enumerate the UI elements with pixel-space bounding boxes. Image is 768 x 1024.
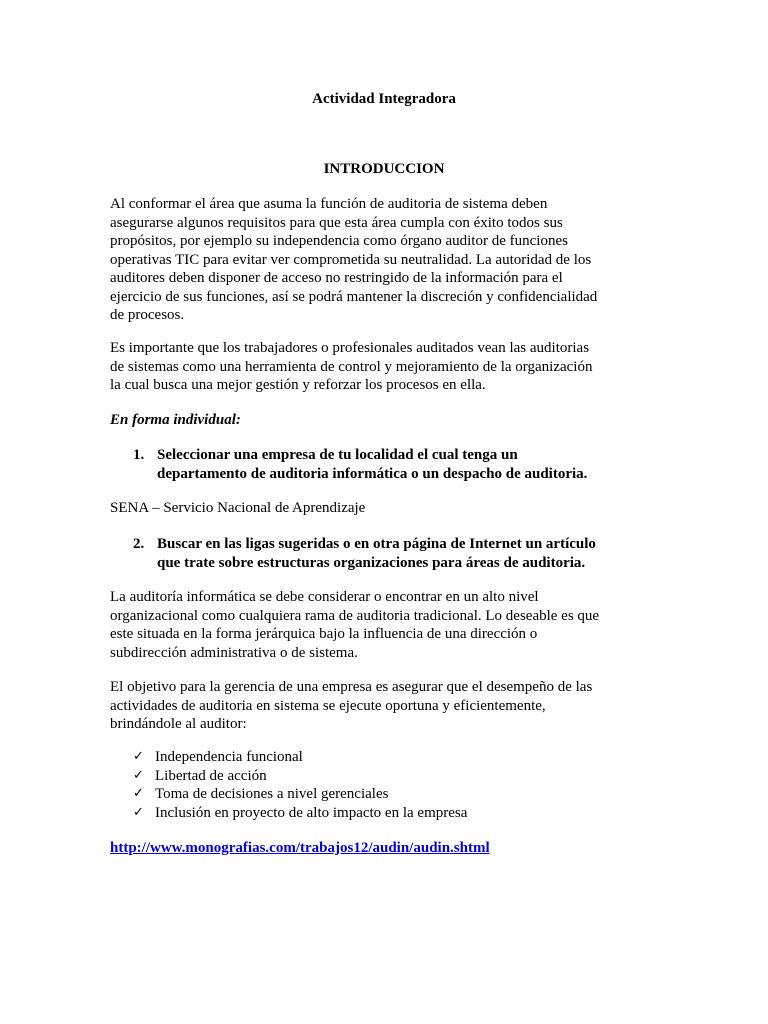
paragraph-line: asegurarse algunos requisitos para que esta área cumpla con éxito todos sus [110,214,563,231]
item-number: 2. [133,536,145,552]
checklist-item-label: Independencia funcional [155,749,303,765]
paragraph-line: La auditoría informática se debe considerar o encontrar en un alto nivel [110,589,539,605]
paragraph-line: Es importante que los trabajadores o profesionales auditados vean las auditorias [110,340,590,356]
fourth-paragraph [110,678,670,734]
item-line: departamento de auditoria informática o un despacho de auditoria. [157,465,588,482]
paragraph-line: este situada en la forma jerárquica bajo la influencia de una dirección o [110,626,538,642]
checklist-item [133,785,467,804]
item-text [157,535,596,572]
paragraph-line: Al conformar el área que asuma la función de auditoria de sistema deben [110,196,548,212]
monografias-link[interactable]: http://www.monografias.com/trabajos12/audin/audin.shtml [110,840,490,856]
individual-heading: En forma individual: [110,412,241,428]
item-text [157,446,587,483]
third-paragraph [110,588,670,662]
intro-paragraph [110,195,670,325]
check-icon: ✓ [133,767,144,783]
paragraph-line: operativas TIC para evitar ver comprometida su neutralidad. La autoridad de los [110,251,592,268]
paragraph-line: la cual busca una mejor gestión y reforzar los procesos en ella. [110,377,486,393]
checklist [133,748,467,822]
paragraph-line: ejercicio de sus funciones, así se podrá mantener la discreción y confidencialidad [110,288,598,305]
paragraph-line: de procesos. [110,307,185,323]
paragraph-line: auditores deben disponer de acceso no restringido de la información para el [110,270,563,286]
paragraph-line: subdirección administrativa o de sistema. [110,644,358,661]
checklist-item-label: Inclusión en proyecto de alto impacto en la empresa [155,804,468,821]
item-line: que trate sobre estructuras organizaciones para áreas de auditoria. [157,554,586,571]
second-paragraph [110,339,670,395]
paragraph-line: propósitos, por ejemplo su independencia como órgano auditor de funciones [110,233,568,249]
check-icon: ✓ [133,804,144,820]
paragraph-line: El objetivo para la gerencia de una empresa es asegurar que el desempeño de las [110,679,593,695]
paragraph-line: organizacional como cualquiera rama de auditoria tradicional. Lo deseable es que [110,607,600,624]
item-line: Seleccionar una empresa de tu localidad el cual tenga un [157,447,518,463]
sena-line: SENA – Servicio Nacional de Aprendizaje [110,500,366,516]
checklist-item [133,748,467,767]
paragraph-line: actividades de auditoria en sistema se ejecute oportuna y eficientemente, [110,697,546,714]
check-icon: ✓ [133,786,144,801]
checklist-item-label: Libertad de acción [155,767,267,784]
document-title: Actividad Integradora [312,91,456,107]
intro-heading: INTRODUCCION [323,161,445,177]
item-number: 1. [133,447,145,463]
checklist-item [133,767,467,786]
checklist-item [133,804,467,823]
item-line: Buscar en las ligas sugeridas o en otra página de Internet un artículo [157,536,596,552]
checklist-item-label: Toma de decisiones a nivel gerenciales [155,786,389,802]
paragraph-line: de sistemas como una herramienta de control y mejoramiento de la organización [110,358,593,375]
check-icon: ✓ [133,749,144,764]
paragraph-line: brindándole al auditor: [110,716,247,732]
